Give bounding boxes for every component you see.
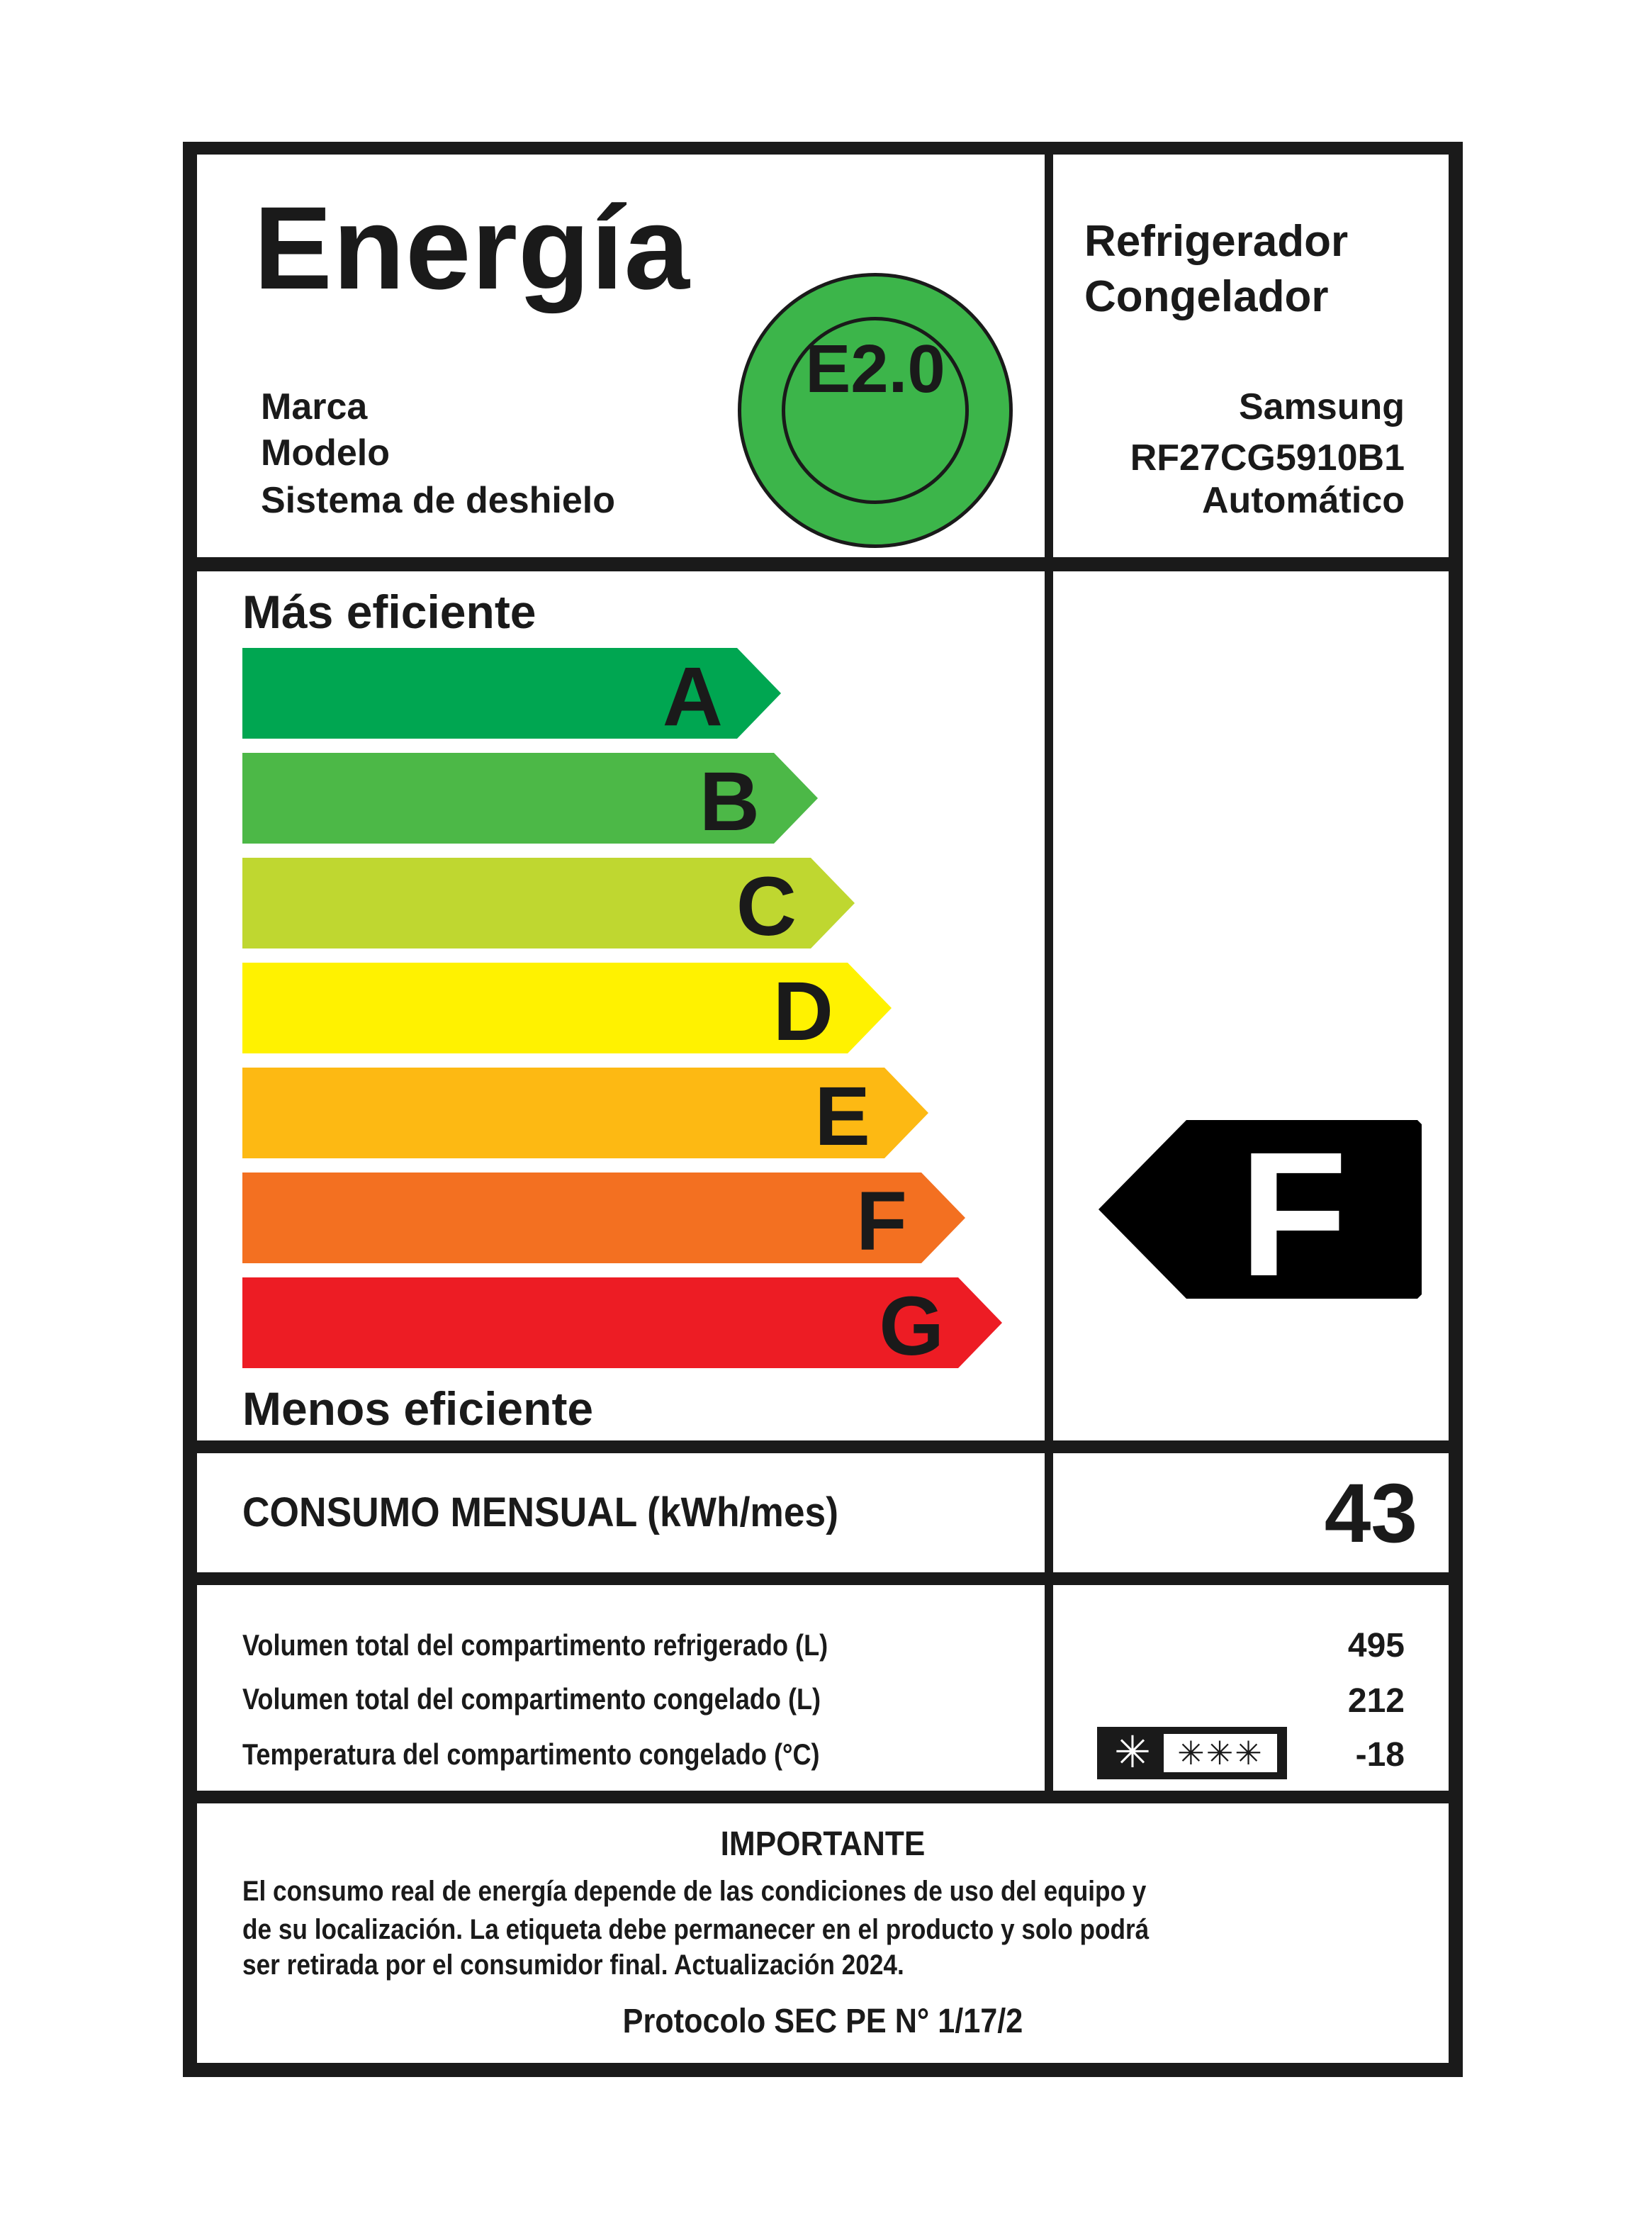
less-efficient-label: Menos eficiente [242,1382,594,1435]
efficiency-class-f [242,1173,965,1268]
specs-label-cell [197,1585,1045,1791]
freezer-volume-label: Volumen total del compartimento congelado (L) [242,1682,821,1716]
defrost-system-label: Sistema de deshielo [261,480,615,521]
efficiency-class-a-letter: A [662,650,723,744]
efficiency-class-b [242,753,818,849]
efficiency-class-c-letter: C [736,860,797,953]
specs-value-cell [1053,1585,1449,1791]
model-label: Modelo [261,432,390,474]
consumption-value-cell [1053,1453,1449,1572]
three-star-icon: ✳✳✳ [1164,1734,1277,1772]
fridge-volume-label: Volumen total del compartimento refrigerado (L) [242,1628,828,1662]
header-left-panel [197,155,1045,557]
efficiency-class-g-letter: G [879,1280,944,1373]
protocol-reference: Protocolo SEC PE N° 1/17/2 [622,2003,1023,2040]
efficiency-badge [738,273,1013,548]
rating-panel [1053,571,1449,1440]
rating-arrow [1098,1115,1422,1313]
efficiency-class-a [242,648,781,744]
brand-value: Samsung [1238,386,1405,427]
freezer-volume-value: 212 [1347,1682,1405,1720]
efficiency-scale-panel [197,571,1045,1440]
efficiency-class-e [242,1068,928,1163]
important-line-3: ser retirada por el consumidor final. Actualización 2024. [242,1949,904,1981]
energy-label [183,142,1463,2077]
label-title: Energía [254,183,690,314]
rating-letter: F [1239,1115,1348,1313]
efficiency-class-c [242,858,855,953]
product-type-line-2: Congelador [1084,272,1329,321]
single-star-icon: ✳ [1114,1728,1151,1777]
defrost-system-value: Automático [1202,480,1405,521]
more-efficient-label: Más eficiente [242,586,536,638]
efficiency-class-b-letter: B [699,755,760,849]
product-type-line-1: Refrigerador [1084,217,1349,266]
header-right-panel [1053,155,1449,557]
important-line-2: de su localización. La etiqueta debe permanecer en el producto y solo podrá [242,1914,1150,1945]
efficiency-class-d [242,963,892,1058]
efficiency-class-g [242,1277,1002,1373]
consumption-label-cell [197,1453,1045,1572]
monthly-consumption-value: 43 [1324,1467,1417,1560]
badge-text: E2.0 [805,331,945,407]
efficiency-class-f-letter: F [855,1175,907,1268]
brand-label: Marca [261,386,368,427]
fridge-volume-value: 495 [1347,1627,1405,1664]
freezer-star-rating [1097,1727,1287,1779]
important-title: IMPORTANTE [720,1825,926,1863]
important-line-1: El consumo real de energía depende de las condiciones de uso del equipo y [242,1876,1147,1907]
efficiency-class-d-letter: D [772,965,833,1058]
model-value: RF27CG5910B1 [1130,437,1405,478]
important-notice-cell [197,1803,1449,2063]
monthly-consumption-label: CONSUMO MENSUAL (kWh/mes) [242,1489,838,1535]
efficiency-class-e-letter: E [814,1070,870,1163]
freezer-temperature-value: -18 [1355,1736,1405,1774]
freezer-temperature-label: Temperatura del compartimento congelado (°C) [242,1737,820,1771]
